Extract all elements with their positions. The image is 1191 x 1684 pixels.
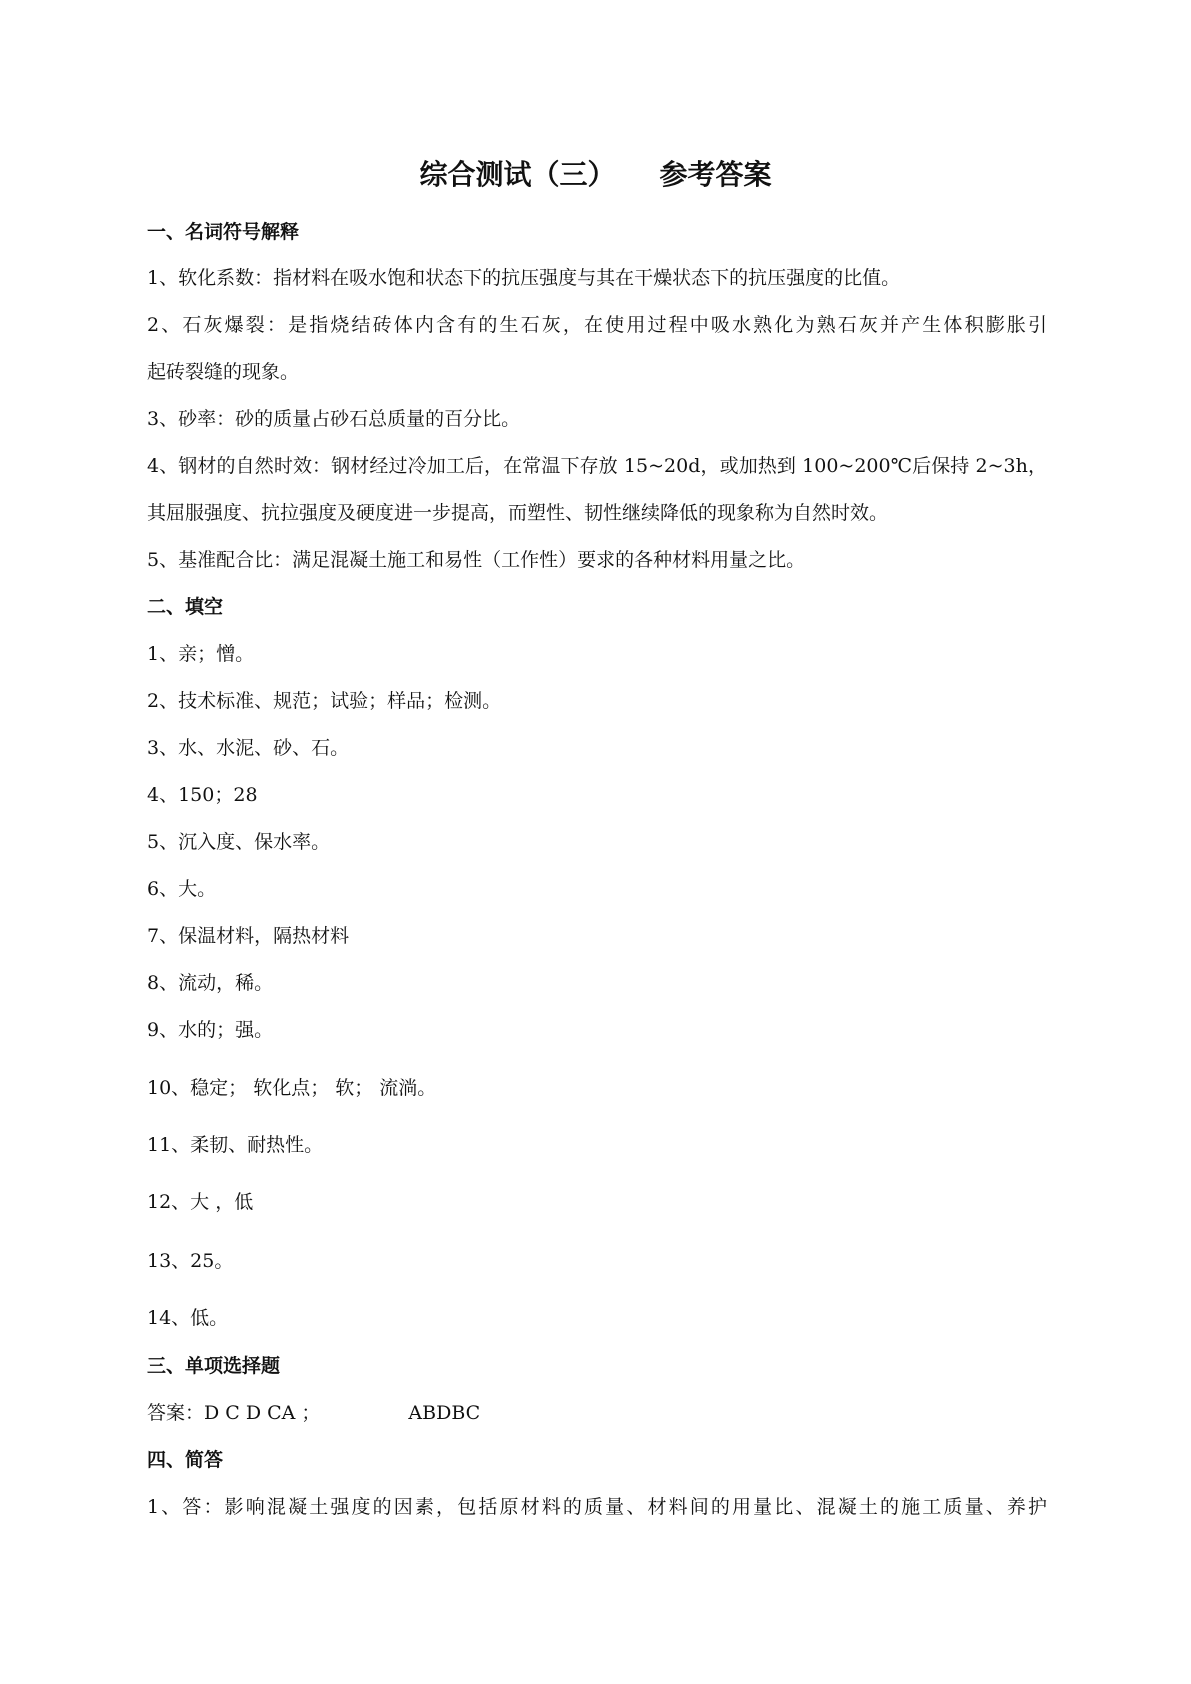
section1-item-3: 3、砂率：砂的质量占砂石总质量的百分比。	[147, 408, 521, 430]
section4-item-1: 1、答：影响混凝土强度的因素，包括原材料的质量、材料间的用量比、混凝土的施工质量、养护	[147, 1496, 1047, 1518]
section2-item-5: 5、沉入度、保水率。	[147, 831, 331, 853]
section-heading-3: 三、单项选择题	[147, 1355, 281, 1377]
page-title	[0, 155, 1191, 195]
answer-part-b: ABDBC	[408, 1402, 481, 1424]
section2-item-14: 14、低。	[147, 1307, 229, 1329]
section2-item-2: 2、技术标准、规范；试验；样品；检测。	[147, 690, 502, 712]
section1-item-2: 2、石灰爆裂：是指烧结砖体内含有的生石灰，在使用过程中吸水熟化为熟石灰并产生体积膨胀引	[147, 314, 1047, 336]
title-right: 参考答案	[659, 158, 772, 191]
title-left: 综合测试（三）	[419, 158, 616, 191]
section-heading-1: 一、名词符号解释	[147, 221, 300, 243]
section1-item-1: 1、软化系数：指材料在吸水饱和状态下的抗压强度与其在干燥状态下的抗压强度的比值。	[147, 267, 901, 289]
section2-item-10: 10、稳定； 软化点； 软； 流淌。	[147, 1077, 437, 1099]
section1-item-5: 5、基准配合比：满足混凝土施工和易性（工作性）要求的各种材料用量之比。	[147, 549, 806, 571]
section2-item-11: 11、柔韧、耐热性。	[147, 1134, 324, 1156]
section1-item-2-cont: 起砖裂缝的现象。	[147, 361, 300, 383]
section2-item-12: 12、大 ，低	[147, 1191, 254, 1213]
section2-item-13: 13、25。	[147, 1250, 234, 1272]
section2-item-7: 7、保温材料，隔热材料	[147, 925, 350, 947]
section2-item-4: 4、150；28	[147, 784, 258, 806]
section1-item-4-cont: 其屈服强度、抗拉强度及硬度进一步提高，而塑性、韧性继续降低的现象称为自然时效。	[147, 502, 889, 524]
section3-answer	[147, 1398, 1047, 1428]
section2-item-3: 3、水、水泥、砂、石。	[147, 737, 350, 759]
section2-item-8: 8、流动，稀。	[147, 972, 274, 994]
section-heading-2: 二、填空	[147, 596, 224, 618]
answer-part-a: 答案：D C D CA ；	[147, 1402, 321, 1424]
section2-item-6: 6、大。	[147, 878, 217, 900]
section2-item-9: 9、水的；强。	[147, 1019, 274, 1041]
section2-item-1: 1、亲；憎。	[147, 643, 255, 665]
section-heading-4: 四、简答	[147, 1449, 224, 1471]
section1-item-4: 4、钢材的自然时效：钢材经过冷加工后，在常温下存放 15~20d，或加热到 100~200℃后保持 2~3h，	[147, 455, 1047, 477]
